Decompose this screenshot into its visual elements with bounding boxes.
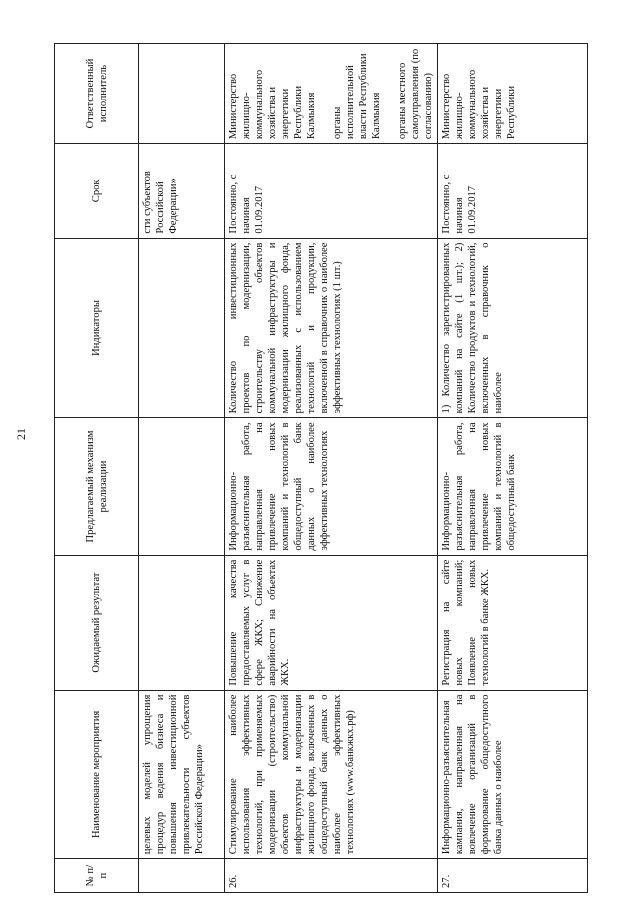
header-indicators: Индикаторы bbox=[55, 238, 139, 418]
responsible-local-government: органы местного самоуправления (по согласованию) bbox=[397, 48, 434, 140]
header-term: Срок bbox=[55, 144, 139, 238]
cell-indicators: 1) Количество зарегистрированных компаний на сайте (1 шт.); 2) Количество продуктов и технологий, включенных в справочник о наиболее bbox=[438, 238, 588, 418]
cell-term: Постоянно, с начиная 01.09.2017 bbox=[225, 144, 438, 238]
header-result: Ожидаемый результат bbox=[55, 555, 139, 690]
header-num: № п/п bbox=[55, 859, 139, 893]
cell-name: Информационно-разъяснительная кампания, направленная на вовлечение организаций в формирование общедоступного банка данных о наиболее bbox=[438, 690, 588, 859]
responsible-ministry: Министерство жилищно-коммунального хозяйства и энергетики Республики Калмыкия bbox=[228, 69, 317, 140]
cell-mechanism: Информационно-разъяснительная работа, направленная на привлечение новых компаний и технологий в общедоступный банк данных о наиболее эффективных технологиях bbox=[225, 418, 438, 555]
cell-responsible bbox=[139, 44, 225, 144]
header-name: Наименование мероприятия bbox=[55, 690, 139, 859]
cell-mechanism: Информационно-разъяснительная работа, направленная на привлечение новых компаний и технологий в общедоступный банк bbox=[438, 418, 588, 555]
cell-responsible bbox=[225, 44, 438, 144]
cell-term: Постоянно, с начиная 01.09.2017 bbox=[438, 144, 588, 238]
header-responsible: Ответственный исполнитель bbox=[55, 44, 139, 144]
page-number: 21 bbox=[14, 428, 28, 440]
cell-result bbox=[139, 555, 225, 690]
cell-name: Стимулирование наиболее использования эффективных технологий, при применяемых модернизации (строительство) объектов коммунальной инфраструктуры и модернизации жилищного фонда, включенных в общедоступный банк данных о наиболее эффективных технологиях (www.банкжкх.рф) bbox=[225, 690, 438, 859]
rotated-page-content bbox=[54, 43, 584, 893]
cell-name: целевых моделей упрощения процедур ведения бизнеса и повышения инвестиционной привлекательности субъектов Российской Федерации» bbox=[139, 690, 225, 859]
measures-table bbox=[54, 43, 588, 893]
responsible-executive-bodies: органы исполнительной власти Республики Калмыкия bbox=[332, 53, 382, 140]
table-row bbox=[139, 44, 225, 893]
cell-mechanism bbox=[139, 418, 225, 555]
table-row bbox=[438, 44, 588, 893]
cell-result: Повышение качества предоставляемых услуг в сфере ЖКХ; Снижение аварийности на объектах ЖКХ. bbox=[225, 555, 438, 690]
table-header-row bbox=[55, 44, 139, 893]
cell-indicators: Количество инвестиционных проектов по модернизации, строительству объектов коммунальной инфраструктуры и модернизации жилищного фонда, реализованных с использованием технологий и продукции, включенной в справочник о наиболее эффективных технологиях (1 шт.) bbox=[225, 238, 438, 418]
header-mechanism: Предлагаемый механизм реализации bbox=[55, 418, 139, 555]
cell-num bbox=[139, 859, 225, 893]
cell-result: Регистрация на сайте новых компаний; Появление новых технологий в банке ЖКХ. bbox=[438, 555, 588, 690]
cell-num: 27. bbox=[438, 859, 588, 893]
cell-num: 26. bbox=[225, 859, 438, 893]
cell-responsible: Министерство жилищно-коммунального хозяйства и энергетики Республики bbox=[438, 44, 588, 144]
cell-term: сти субъектов Российской Федерации» bbox=[139, 144, 225, 238]
table-row bbox=[225, 44, 438, 893]
cell-indicators bbox=[139, 238, 225, 418]
